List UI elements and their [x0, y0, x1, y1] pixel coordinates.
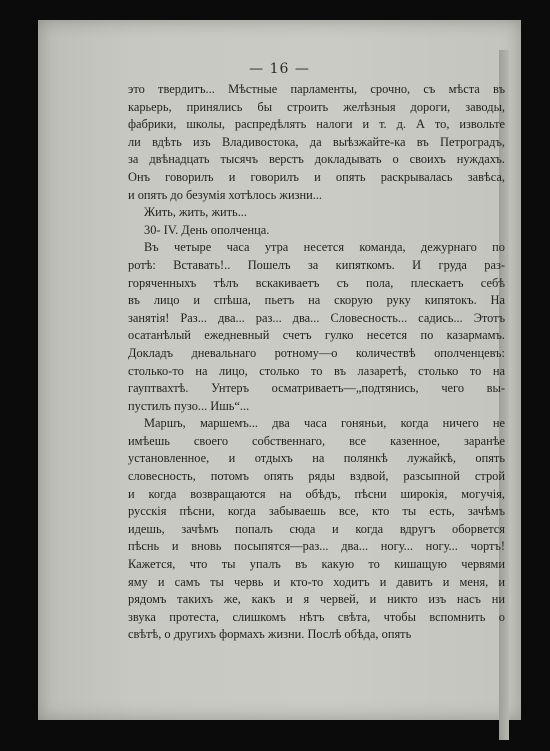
text-line: занятія! Раз... два... раз... два... Словесность... садись... Этотъ — [128, 310, 505, 325]
text-line: ли вдѣть изъ Владивостока, да выѣзжайте-ка въ Петроградъ, — [128, 134, 505, 149]
paragraph — [128, 239, 505, 415]
paragraph — [128, 222, 505, 240]
text-line: пѣснь и вновь посыпятся—раз... два... ногу... ногу... чортъ! — [128, 539, 505, 554]
text-line: имѣешь своего собственнаго, все казенное, заранѣе — [128, 433, 505, 448]
book-page — [38, 20, 521, 720]
text-line: горяченныхъ тѣлъ вскакиваетъ съ пола, плескаетъ себѣ — [128, 275, 505, 290]
text-line: Онъ говорилъ и говорилъ и опять раскрывалась завѣса, — [128, 169, 505, 184]
text-line: гауптвахтѣ. Унтеръ осматриваетъ—„подтянись, чего вы- — [128, 381, 505, 396]
text-line: и опять до безумія хотѣлось жизни... — [128, 187, 323, 202]
text-line: яму и самъ ты червь и кто-то ходитъ и давитъ и меня, и — [128, 574, 505, 589]
text-line: осатанѣлый ежедневный счетъ гулко несется по казармамъ. — [128, 328, 505, 343]
text-line: пустилъ пузо... Ишь“... — [128, 398, 250, 413]
text-line: это твердитъ... Мѣстные парламенты, срочно, съ мѣста въ — [128, 82, 505, 96]
text-line: 30- IV. День ополченца. — [144, 222, 270, 237]
text-line: столько-то на лицо, столько то въ лазаретѣ, столько то на — [128, 363, 505, 378]
text-line: въ лицо и спѣша, пьетъ на скорую руку кипятокъ. На — [128, 293, 505, 308]
text-line: идешь, зачѣмъ попалъ сюда и когда вдругъ оборвется — [128, 521, 505, 536]
text-line: Въ четыре часа утра несется команда, дежурнаго по — [144, 240, 505, 255]
page-number: — 16 — — [249, 61, 310, 77]
text-line: за двѣнадцать тысячъ верстъ докладывать о своихъ нуждахъ. — [128, 152, 505, 167]
text-line: установленное, и отдыхъ на полянкѣ лужайкѣ, опять — [128, 451, 505, 466]
text-line: русскія пѣсни, когда забываешь все, кто ты есть, зачѣмъ — [128, 504, 505, 519]
text-line: и когда возвращаются на обѣдъ, пѣсни широкія, могучія, — [128, 486, 505, 501]
text-line: фабрики, школы, распредѣлять налоги и т. д. А то, извольте — [128, 117, 505, 132]
paragraph — [128, 81, 505, 204]
page-text — [128, 81, 505, 644]
paragraph — [128, 204, 505, 222]
text-line: Кажется, что ты упалъ въ какую то кишащую червями — [128, 557, 505, 572]
text-line: ротѣ: Вставать!.. Пошелъ за кипяткомъ. И груда раз- — [128, 257, 505, 272]
text-line: свѣтѣ, о другихъ формахъ жизни. Послѣ обѣда, опять — [128, 627, 412, 642]
text-line: карьерь, принялись бы строить желѣзныя дороги, заводы, — [128, 99, 505, 114]
text-line: звука протеста, слишкомъ нѣтъ свѣта, чтобы вспомнить о — [128, 609, 505, 624]
text-line: Докладъ дневальнаго ротному—о количествѣ ополченцевъ: — [128, 345, 505, 360]
text-line: словесность, потомъ опять ряды вздвой, разсыпной строй — [128, 469, 505, 484]
text-line: Жить, жить, жить... — [144, 205, 247, 220]
text-line: рядомъ такихъ же, какъ и я червей, и никто изъ насъ ни — [128, 592, 505, 607]
paragraph — [128, 415, 505, 644]
text-line: Маршъ, маршемъ... два часа гоняньи, когда ничего не — [144, 416, 505, 431]
